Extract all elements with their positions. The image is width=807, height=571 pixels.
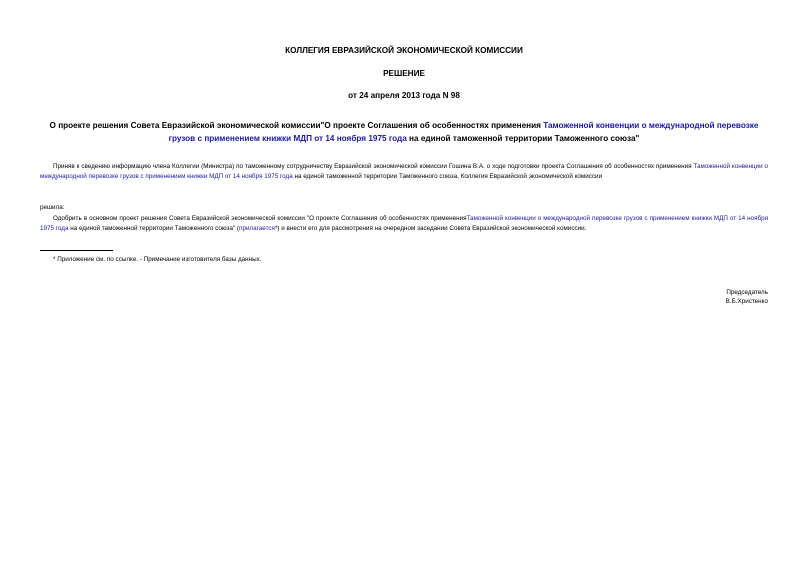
signatory-position: Председатель	[726, 289, 768, 296]
document-title	[40, 120, 768, 145]
preamble-convention-link[interactable]: Таможенной конвенции о международной перевозке грузов с применением книжки МДП от 14 ноября 1975 года	[40, 163, 769, 180]
title-text-end: на единой таможенной территории Таможенного союза"	[406, 133, 640, 143]
decision-text-start: Одобрить в основном проект решения Совета Евразийской экономической комиссии "О проекте Соглашения об особенностях применения	[53, 215, 467, 222]
footnote-divider	[40, 250, 113, 251]
attached-link[interactable]: прилагается	[239, 224, 275, 232]
date-number-heading: от 24 апреля 2013 года N 98	[348, 91, 460, 100]
decision-text-middle: на единой таможенной территории Таможенного союза" (	[68, 224, 240, 232]
organization-heading: КОЛЛЕГИЯ ЕВРАЗИЙСКОЙ ЭКОНОМИЧЕСКОЙ КОМИССИИ	[285, 46, 523, 55]
title-convention-link[interactable]: Таможенной конвенции о международной перевозке грузов с применением книжки МДП от 14 ноября 1975 года	[168, 121, 759, 143]
document-type-heading: РЕШЕНИЕ	[383, 69, 425, 78]
decided-label: решила:	[40, 204, 65, 211]
signatory-name: В.Б.Христенко	[725, 298, 768, 305]
preamble-text-start: Приняв к сведению информацию члена Коллегии (Министра) по таможенному сотрудничеству Евразийской экономической комиссии Гошина В.А. о ходе подготовки проекта Соглашения об особенностях применения	[53, 163, 694, 170]
decision-paragraph	[40, 214, 768, 233]
preamble-text-end: на единой таможенной территории Таможенного союза, Коллегия Евразийской экономической комиссии	[292, 172, 603, 180]
document-page	[40, 0, 768, 571]
preamble-paragraph	[40, 162, 768, 181]
decision-text-end: *) и внести его для рассмотрения на очередном заседании Совета Евразийской экономической комиссии.	[274, 224, 587, 232]
title-text-start: О проекте решения Совета Евразийской экономической комиссии"О проекте Соглашения об особенностях применения	[49, 121, 544, 130]
decision-convention-link[interactable]: Таможенной конвенции о международной перевозке грузов с применением книжки МДП от 14 ноября 1975 года	[40, 215, 768, 232]
footnote: * Приложение см. по ссылке. - Примечание изготовителя базы данных.	[53, 256, 262, 263]
